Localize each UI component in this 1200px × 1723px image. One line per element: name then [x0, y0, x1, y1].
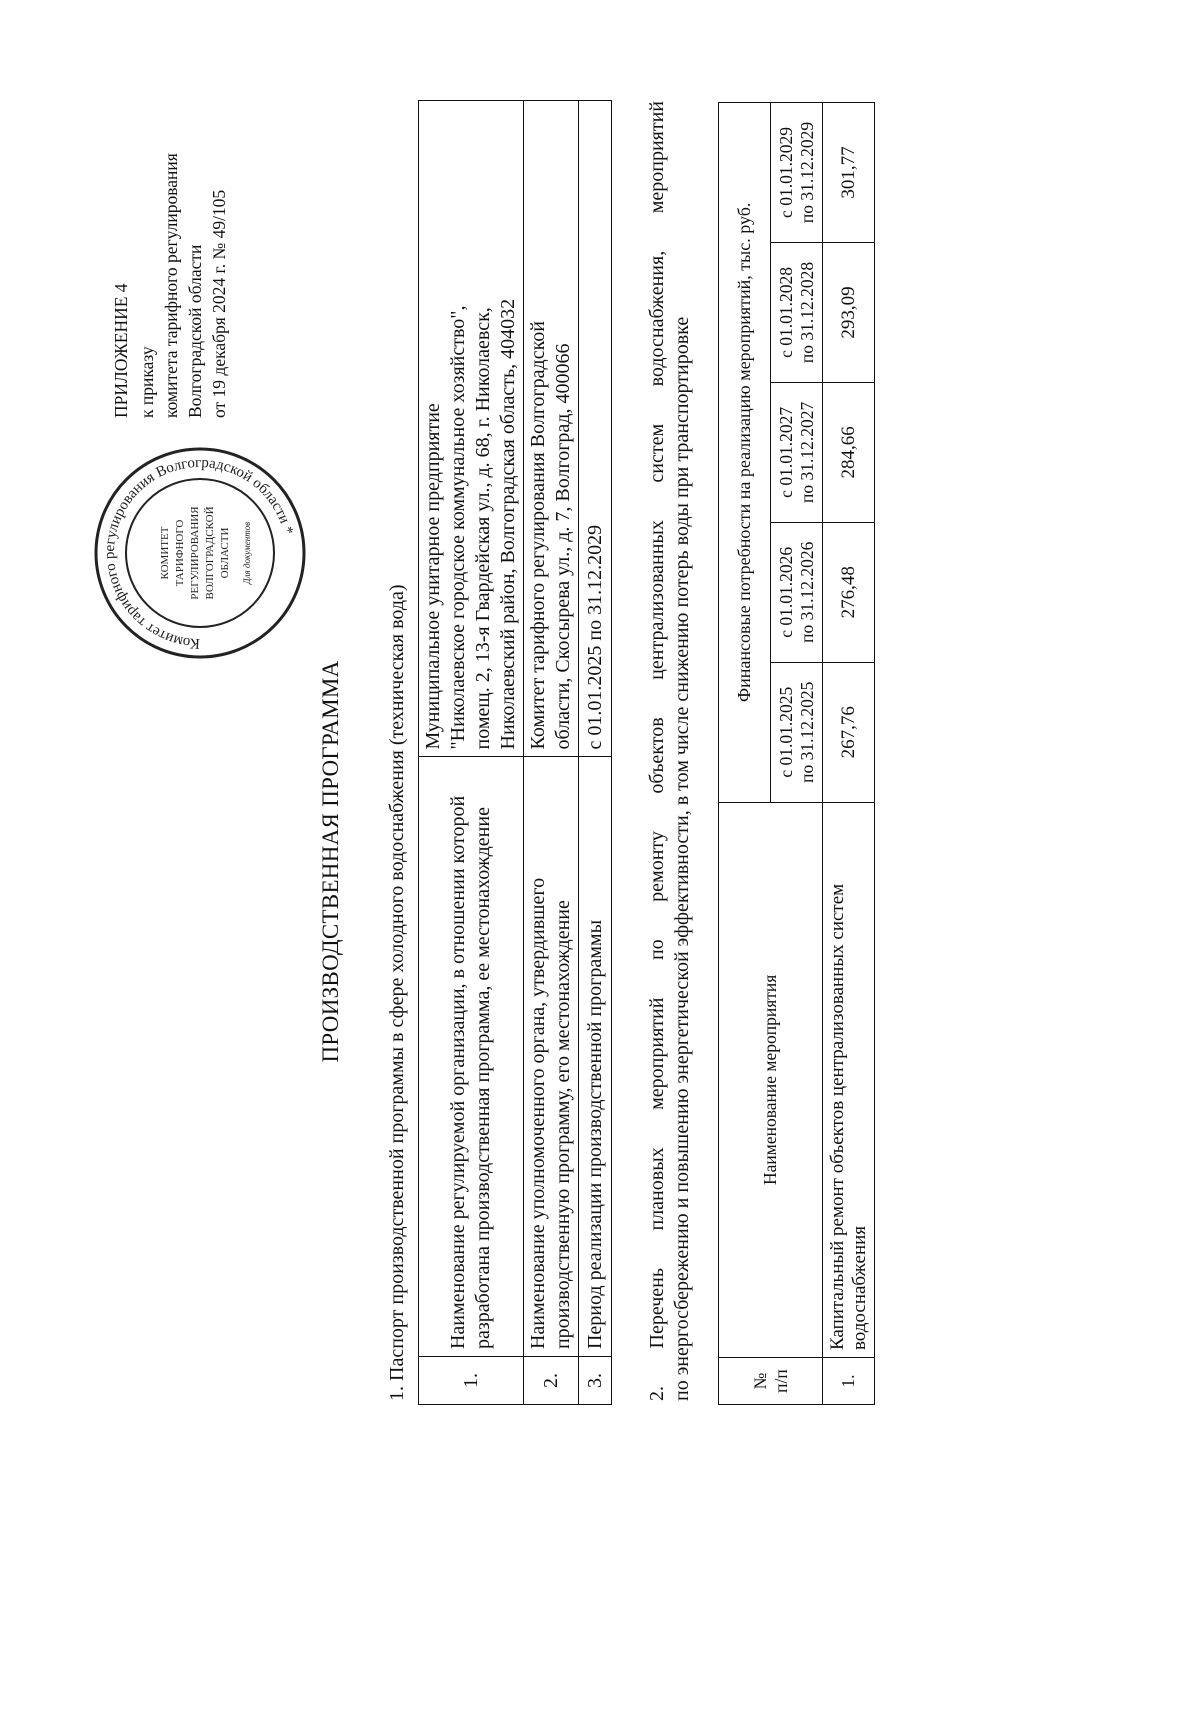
table-row [579, 101, 612, 1405]
value-line: с 01.01.2025 по 31.12.2029 [583, 524, 606, 750]
seal-inner-text: Для документов [242, 521, 252, 585]
row-value: 293,09 [823, 242, 875, 382]
seal-center-line-4: ВОЛГОГРАДСКОЙ [204, 506, 216, 600]
period-to: по 31.12.2029 [796, 121, 817, 224]
passport-row-label: Наименование регулируемой организации, в отношении которой разработана производственная программа, ее местонахождение [419, 757, 524, 1357]
financial-needs-table [718, 102, 875, 1405]
section2-heading-line2: по энергосбережению и повышению энергетической эффективности, в том числе снижению потерь воды при транспортировке [671, 316, 693, 1401]
order-region-line: Волгоградской области [185, 244, 205, 418]
seal-center-line-1: КОМИТЕТ [159, 526, 171, 580]
seal-center-line-3: РЕГУЛИРОВАНИЯ [189, 506, 201, 600]
value-line: "Николаевское городское коммунальное хозяйство", [447, 305, 469, 750]
passport-row-num: 3. [579, 1357, 612, 1405]
period-to: по 31.12.2025 [796, 681, 817, 783]
period-to: по 31.12.2028 [796, 261, 817, 364]
order-authority-line: комитета тарифного регулирования [161, 153, 181, 418]
row-name: Капитальный ремонт объектов централизованных систем водоснабжения [823, 802, 875, 1357]
period-from: с 01.01.2025 [775, 686, 796, 778]
seal-graphic [90, 443, 310, 663]
period-header [771, 522, 823, 662]
row-value: 267,76 [823, 662, 875, 802]
period-from: с 01.01.2027 [775, 406, 796, 498]
col-header-name: Наименование мероприятия [719, 802, 823, 1357]
section1-heading: 1. Паспорт производственной программы в сфере холодного водоснабжения (техническая вода) [386, 584, 408, 1401]
value-line: области, Скосырева ул., д. 7, Волгоград, 400066 [552, 343, 574, 750]
section2-heading-line1: 2. Перечень плановых мероприятий по ремонту объектов централизованных систем водоснабжения, мероприятий [646, 101, 668, 1401]
period-from: с 01.01.2026 [775, 546, 796, 638]
passport-row-value [419, 101, 524, 757]
value-line: помещ. 2, 13-я Гвардейская ул., д. 68, г. Николаевск, [472, 307, 494, 750]
table-row [823, 103, 875, 1405]
row-value: 284,66 [823, 382, 875, 522]
seal-center-line-2: ТАРИФНОГО [174, 519, 186, 587]
period-header [771, 242, 823, 382]
page-title: ПРОИЗВОДСТВЕННАЯ ПРОГРАММА [318, 660, 343, 1063]
period-header [771, 662, 823, 802]
seal-center-line-5: ОБЛАСТИ [219, 527, 231, 579]
period-from: с 01.01.2029 [775, 127, 796, 218]
passport-row-num: 1. [419, 1357, 524, 1405]
official-seal [90, 443, 310, 663]
passport-row-num: 2. [524, 1357, 579, 1405]
row-num: 1. [823, 1358, 875, 1405]
period-to: по 31.12.2027 [796, 401, 817, 503]
row-value: 301,77 [823, 103, 875, 243]
appendix-label: ПРИЛОЖЕНИЕ 4 [111, 283, 131, 418]
value-line: Комитет тарифного регулирования Волгоградской [527, 321, 549, 750]
period-header [771, 103, 823, 243]
passport-table [418, 100, 612, 1405]
passport-row-label: Период реализации производственной программы [579, 757, 612, 1357]
seal-ring-text: Комитет тарифного регулирования Волгоградской области * [101, 454, 296, 652]
period-header [771, 382, 823, 522]
row-value: 276,48 [823, 522, 875, 662]
col-header-group: Финансовые потребности на реализацию мероприятий, тыс. руб. [719, 103, 771, 803]
value-line: Муниципальное унитарное предприятие [422, 403, 444, 750]
table-row [419, 101, 524, 1405]
table-header-row [719, 103, 771, 1405]
period-from: с 01.01.2028 [775, 266, 796, 358]
passport-row-label: Наименование уполномоченного органа, утвердившего производственную программу, его местонахождение [524, 757, 579, 1357]
table-row [524, 101, 579, 1405]
order-date-line: от 19 декабря 2024 г. № 49/105 [209, 189, 229, 418]
passport-row-value [579, 101, 612, 757]
passport-row-value [524, 101, 579, 757]
col-header-num: № п/п [719, 1358, 823, 1405]
order-ref-line: к приказу [137, 346, 157, 418]
value-line: Николаевский район, Волгоградская область, 404032 [497, 298, 519, 750]
period-to: по 31.12.2026 [796, 541, 817, 643]
